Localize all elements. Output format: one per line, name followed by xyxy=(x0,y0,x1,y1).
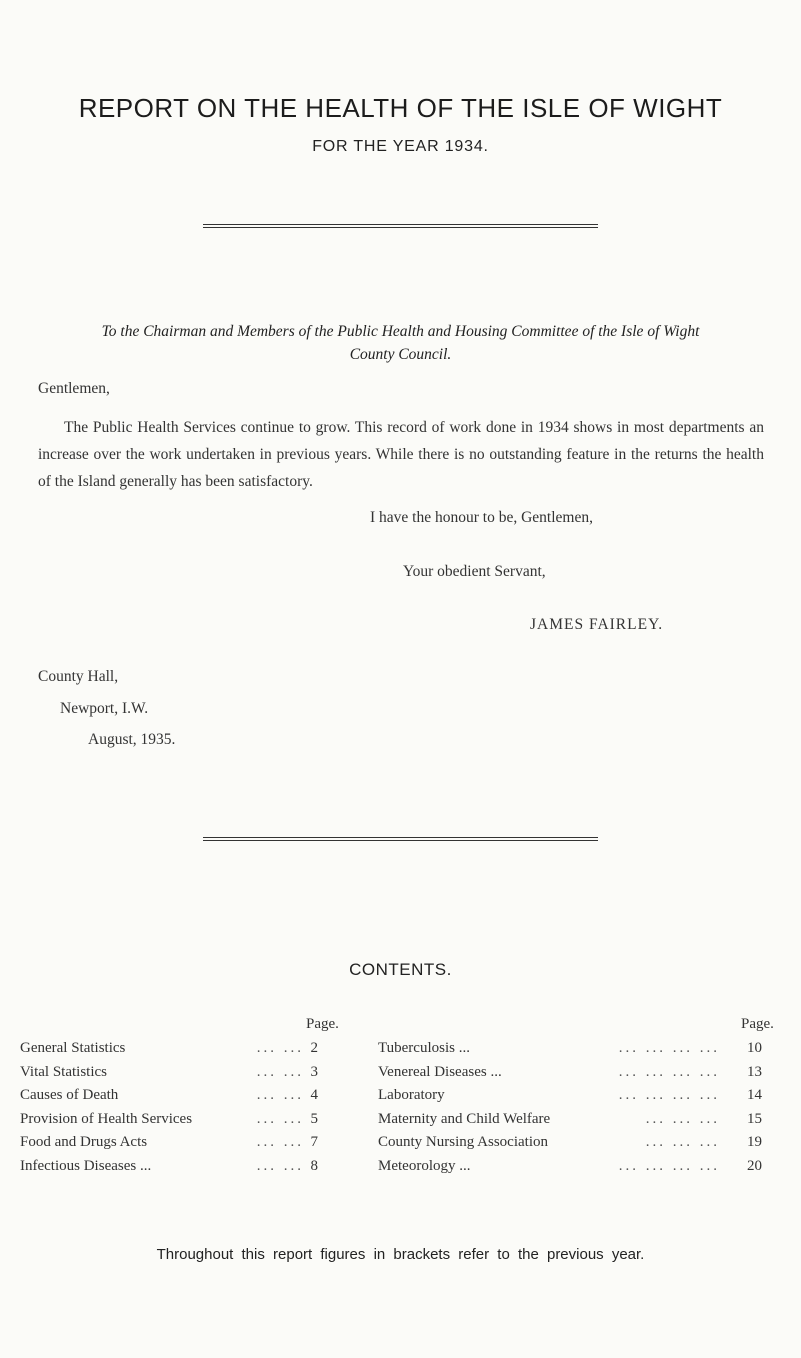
contents-entry xyxy=(0,1158,801,1178)
leader-dots: ... ... xyxy=(256,1134,304,1150)
contents-entry-page: 8 xyxy=(310,1157,318,1174)
signature: JAMES FAIRLEY. xyxy=(530,616,664,633)
leader-dots: ... ... ... ... xyxy=(618,1040,720,1056)
leader-dots: ... ... xyxy=(256,1157,304,1174)
contents-entry-label: General Statistics xyxy=(20,1040,126,1056)
contents-entry-page: 7 xyxy=(310,1134,318,1150)
contents-entry-label: Maternity and Child Welfare xyxy=(378,1110,551,1127)
contents-entry xyxy=(0,1040,801,1060)
letter-address xyxy=(40,320,761,366)
leader-dots: ... ... ... ... xyxy=(618,1087,720,1103)
report-subtitle: FOR THE YEAR 1934. xyxy=(312,138,489,155)
address-line-1: To the Chairman and Members of the Public Health and Housing Committee of the Isle of Wight xyxy=(101,323,700,340)
contents-entry-label: Tuberculosis ... xyxy=(378,1040,470,1056)
contents-entry-label: Laboratory xyxy=(378,1087,445,1103)
divider-top xyxy=(203,224,598,228)
contents-page-header-left: Page. xyxy=(306,1016,339,1032)
contents-entry xyxy=(0,1064,801,1084)
salutation: Gentlemen, xyxy=(38,380,110,397)
divider-middle xyxy=(203,837,598,841)
contents-entry-page: 15 xyxy=(747,1110,762,1127)
contents-entry-page: 4 xyxy=(310,1087,318,1103)
address-line-2: County Council. xyxy=(349,346,452,363)
leader-dots: ... ... xyxy=(256,1040,304,1056)
contents-entry xyxy=(0,1134,801,1154)
contents-entry-page: 3 xyxy=(310,1063,318,1080)
letter-date: August, 1935. xyxy=(88,731,176,748)
contents-entry xyxy=(0,1087,801,1107)
contents-entry-label: Provision of Health Services xyxy=(20,1110,193,1127)
leader-dots: ... ... ... xyxy=(645,1134,720,1150)
contents-entry-page: 20 xyxy=(747,1157,762,1174)
leader-dots: ... ... xyxy=(256,1110,304,1127)
contents-entry-label: Food and Drugs Acts xyxy=(20,1134,148,1150)
contents-entry-page: 10 xyxy=(747,1040,762,1056)
leader-dots: ... ... ... ... xyxy=(618,1063,720,1080)
closing-line-1: I have the honour to be, Gentlemen, xyxy=(370,509,593,526)
contents-entry-label: County Nursing Association xyxy=(378,1134,549,1150)
contents-entry-label: Venereal Diseases ... xyxy=(378,1063,502,1080)
contents-entry-page: 19 xyxy=(747,1134,762,1150)
contents-page-header-right: Page. xyxy=(741,1016,774,1032)
leader-dots: ... ... ... ... xyxy=(618,1157,720,1174)
contents-entry-label: Infectious Diseases ... xyxy=(20,1157,152,1174)
leader-dots: ... ... ... xyxy=(645,1110,720,1127)
leader-dots: ... ... xyxy=(256,1063,304,1080)
contents-entry-label: Vital Statistics xyxy=(20,1063,108,1080)
contents-entry xyxy=(0,1111,801,1131)
letter-body: The Public Health Services continue to grow. This record of work done in 1934 shows in most departments an increase over the work undertaken in previous years. While there is no outstanding feature in the returns the health of the Island generally has been satisfactory. xyxy=(38,419,764,490)
report-title: REPORT ON THE HEALTH OF THE ISLE OF WIGHT xyxy=(78,93,723,123)
contents-entry-label: Causes of Death xyxy=(20,1087,119,1103)
footer-note: Throughout this report figures in brackets refer to the previous year. xyxy=(156,1246,645,1263)
contents-entry-page: 2 xyxy=(310,1040,318,1056)
contents-entry-page: 5 xyxy=(310,1110,318,1127)
place-line-2: Newport, I.W. xyxy=(60,700,149,717)
contents-title: CONTENTS. xyxy=(349,960,452,979)
contents-entry-page: 13 xyxy=(747,1063,762,1080)
contents-entry-page: 14 xyxy=(747,1087,762,1103)
closing-line-2: Your obedient Servant, xyxy=(403,563,546,580)
leader-dots: ... ... xyxy=(256,1087,304,1103)
place-line-1: County Hall, xyxy=(38,668,119,685)
contents-entry-label: Meteorology ... xyxy=(378,1157,471,1174)
